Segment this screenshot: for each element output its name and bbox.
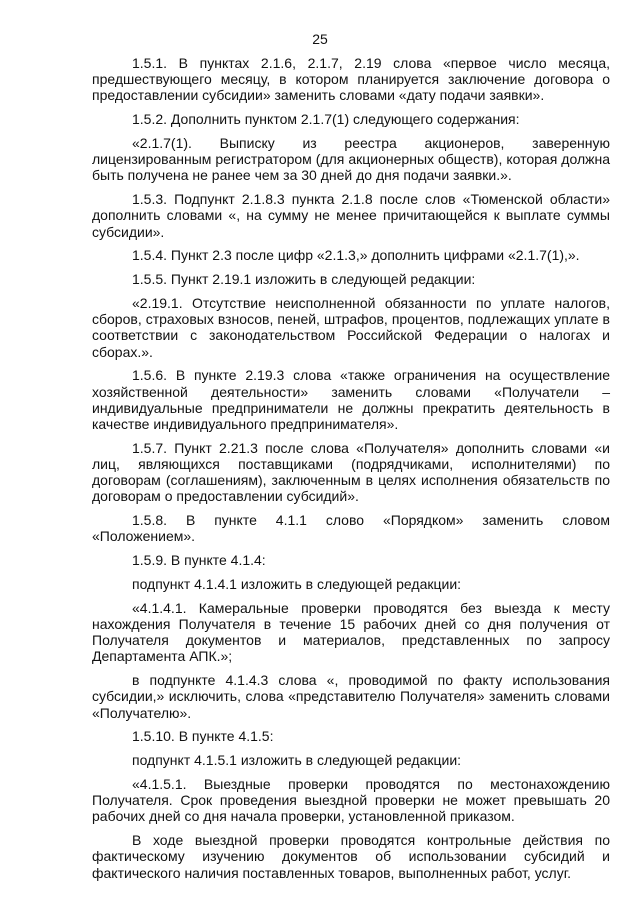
paragraph-1-5-3: 1.5.3. Подпункт 2.1.8.3 пункта 2.1.8 после слов «Тюменской области» дополнить словами «, на сумму не менее причитающейся к выплате суммы субсидии». bbox=[92, 191, 610, 240]
paragraph-field-inspection: В ходе выездной проверки проводятся контрольные действия по фактическому изучению документов об использовании субсидий и фактического наличия поставленных товаров, выполненных работ, услуг. bbox=[92, 832, 610, 881]
paragraph-1-5-4: 1.5.4. Пункт 2.3 после цифр «2.1.3,» дополнить цифрами «2.1.7(1),». bbox=[132, 247, 580, 264]
paragraph-4-1-4-1-quote: «4.1.4.1. Камеральные проверки проводятся без выезда к месту нахождения Получателя в течение 15 рабочих дней со дня получения от Получателя документов и материалов, представленных по запросу Департамента АПК.»; bbox=[92, 599, 610, 665]
paragraph-1-5-6: 1.5.6. В пункте 2.19.3 слова «также ограничения на осуществление хозяйственной деятельности» заменить словами «Получатели – индивидуальные предприниматели не должны прекратить деятельность в качестве индивидуального предпринимателя». bbox=[92, 367, 610, 433]
paragraph-subpoint-4-1-5-1: подпункт 4.1.5.1 изложить в следующей редакции: bbox=[132, 752, 462, 769]
paragraph-4-1-5-1-quote: «4.1.5.1. Выездные проверки проводятся по местонахождению Получателя. Срок проведения выездной проверки не может превышать 20 рабочих дней со дня начала проверки, установленной приказом. bbox=[92, 776, 610, 825]
paragraph-1-5-2: 1.5.2. Дополнить пунктом 2.1.7(1) следующего содержания: bbox=[132, 111, 520, 128]
paragraph-1-5-10: 1.5.10. В пункте 4.1.5: bbox=[132, 728, 274, 745]
paragraph-2-1-7-1-quote: «2.1.7(1). Выписку из реестра акционеров, заверенную лицензированным регистратором (для акционерных обществ), которая должна быть получена не ранее чем за 30 дней до дня подачи заявки.». bbox=[92, 135, 610, 184]
paragraph-1-5-8: 1.5.8. В пункте 4.1.1 слово «Порядком» заменить словом «Положением». bbox=[92, 512, 610, 545]
paragraph-subpoint-4-1-4-1: подпункт 4.1.4.1 изложить в следующей редакции: bbox=[132, 576, 462, 593]
paragraph-1-5-9: 1.5.9. В пункте 4.1.4: bbox=[132, 552, 266, 569]
paragraph-subpoint-4-1-4-3: в подпункте 4.1.4.3 слова «, проводимой по факту использования субсидии,» исключить, слова «представителю Получателя» заменить словами «Получателю». bbox=[92, 672, 610, 721]
paragraph-1-5-1: 1.5.1. В пунктах 2.1.6, 2.1.7, 2.19 слова «первое число месяца, предшествующего месяцу, в котором планируется заключение договора о предоставлении субсидии» заменить словами «дату подачи заявки». bbox=[92, 55, 610, 104]
paragraph-1-5-5: 1.5.5. Пункт 2.19.1 изложить в следующей редакции: bbox=[132, 271, 476, 288]
document-body bbox=[92, 55, 610, 881]
paragraph-1-5-7: 1.5.7. Пункт 2.21.3 после слова «Получателя» дополнить словами «и лиц, являющихся поставщиками (подрядчиками, исполнителями) по договорам (соглашениям), заключенным в целях исполнения обязательств по договорам о предоставлении субсидий». bbox=[92, 439, 610, 505]
page-number: 25 bbox=[312, 31, 328, 47]
paragraph-2-19-1-quote: «2.19.1. Отсутствие неисполненной обязанности по уплате налогов, сборов, страховых взносов, пеней, штрафов, процентов, подлежащих уплате в соответствии с законодательством Российской Федерации о налогах и сборах.». bbox=[92, 295, 610, 360]
